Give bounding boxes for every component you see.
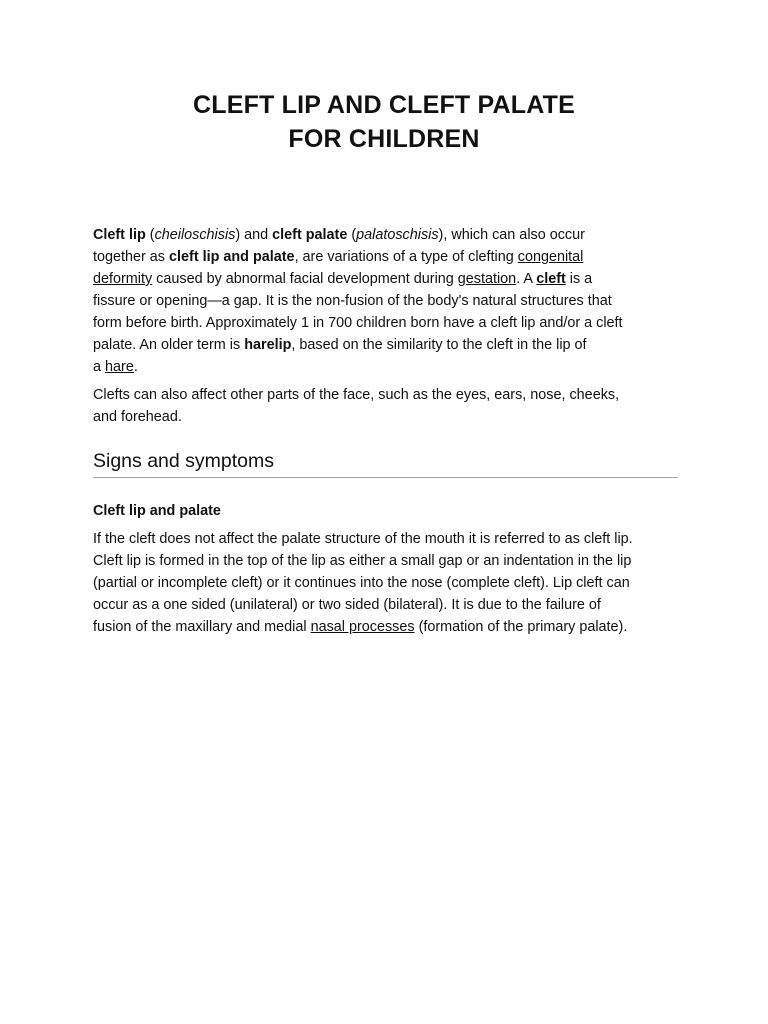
text-fragment: . A: [516, 271, 537, 287]
link-hare[interactable]: hare: [105, 359, 134, 375]
section-heading-signs-and-symptoms: Signs and symptoms: [93, 448, 678, 478]
text-fragment: , are variations of a type of clefting: [294, 249, 518, 265]
term-palatoschisis: palatoschisis: [356, 227, 439, 243]
link-cleft[interactable]: cleft: [536, 271, 566, 287]
intro-paragraph: [93, 224, 678, 378]
signs-line-3: (partial or incomplete cleft) or it continues into the nose (complete cleft). Lip cleft can: [93, 575, 630, 591]
text-fragment: ) and: [235, 227, 273, 243]
text-fragment: , based on the similarity to the cleft in the lip of: [291, 337, 587, 353]
text-fragment: together as: [93, 249, 170, 265]
subheading-cleft-lip-and-palate: Cleft lip and palate: [93, 503, 221, 519]
intro-line-2: [93, 246, 678, 268]
text-fragment: ), which can also occur: [438, 227, 585, 243]
text-fragment: palate. An older term is: [93, 337, 245, 353]
text-fragment: (: [347, 227, 357, 243]
term-cheiloschisis: cheiloschisis: [154, 227, 236, 243]
signs-line-1: If the cleft does not affect the palate structure of the mouth it is referred to as cleft lip.: [93, 531, 633, 547]
title-line-2: FOR CHILDREN: [288, 125, 480, 153]
page-title: [0, 88, 768, 156]
intro-line-1: [93, 224, 678, 246]
term-cleft-palate: cleft palate: [272, 227, 348, 243]
signs-paragraph: [93, 528, 678, 638]
text-fragment: .: [133, 359, 138, 375]
signs-line-4: occur as a one sided (unilateral) or two sided (bilateral). It is due to the failure of: [93, 597, 601, 613]
intro-line-6: [93, 334, 678, 356]
text-fragment: is a: [565, 271, 593, 287]
link-congenital-deformity[interactable]: congenital: [517, 249, 584, 265]
clefts-line-2: and forehead.: [93, 409, 182, 425]
signs-line-5: [93, 616, 678, 638]
term-harelip: harelip: [244, 337, 292, 353]
clefts-paragraph: [93, 384, 678, 428]
clefts-line-1: Clefts can also affect other parts of the face, such as the eyes, ears, nose, cheeks,: [93, 387, 620, 403]
document-body: [93, 224, 678, 638]
intro-line-5: form before birth. Approximately 1 in 700 children born have a cleft lip and/or a cleft: [93, 315, 623, 331]
link-nasal-processes[interactable]: nasal processes: [310, 619, 415, 635]
text-fragment: (: [145, 227, 155, 243]
signs-line-2: Cleft lip is formed in the top of the lip as either a small gap or an indentation in the lip: [93, 553, 632, 569]
title-line-1: CLEFT LIP AND CLEFT PALATE: [192, 91, 576, 119]
text-fragment: fusion of the maxillary and medial: [93, 619, 311, 635]
term-cleft-lip-and-palate: cleft lip and palate: [169, 249, 295, 265]
term-cleft-lip: Cleft lip: [93, 227, 146, 243]
intro-line-4: fissure or opening—a gap. It is the non-fusion of the body's natural structures that: [93, 293, 612, 309]
link-congenital-deformity-cont[interactable]: deformity: [93, 271, 153, 287]
text-fragment: (formation of the primary palate).: [414, 619, 628, 635]
text-fragment: a: [93, 359, 106, 375]
intro-line-7: [93, 356, 678, 378]
link-gestation[interactable]: gestation: [457, 271, 517, 287]
text-fragment: caused by abnormal facial development during: [152, 271, 458, 287]
intro-line-3: [93, 268, 678, 290]
